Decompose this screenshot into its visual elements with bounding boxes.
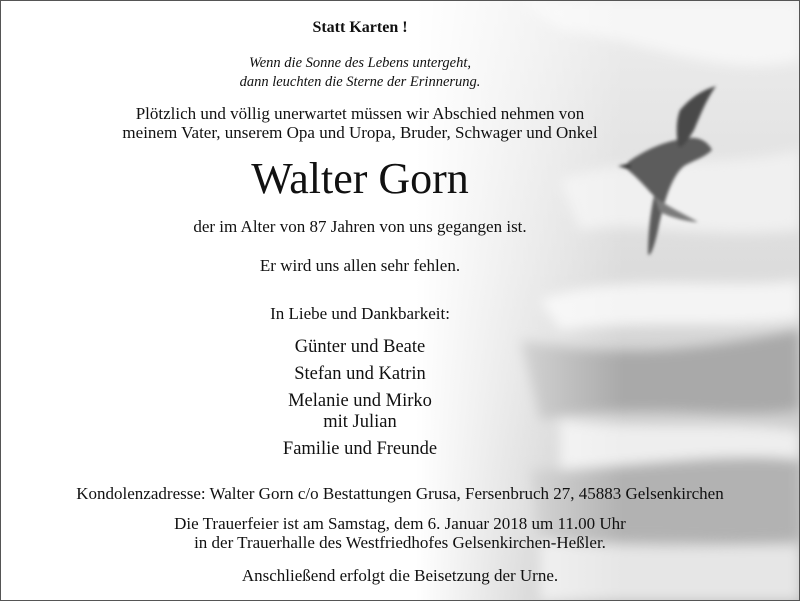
ceremony-line-1: Die Trauerfeier ist am Samstag, dem 6. Januar 2018 um 11.00 Uhr bbox=[174, 514, 626, 533]
signature-intro: In Liebe und Dankbarkeit: bbox=[270, 304, 450, 323]
intro-line-2: meinem Vater, unserem Opa und Uropa, Bruder, Schwager und Onkel bbox=[122, 123, 598, 142]
heading: Statt Karten ! bbox=[312, 19, 408, 36]
missed-line: Er wird uns allen sehr fehlen. bbox=[259, 256, 461, 275]
mourner-3-addition: mit Julian bbox=[323, 412, 397, 432]
mourner-3: Melanie und Mirko bbox=[288, 391, 432, 411]
mourner-1: Günter und Beate bbox=[294, 337, 426, 357]
age-line: der im Alter von 87 Jahren von uns gegangen ist. bbox=[193, 217, 527, 236]
mourner-2: Stefan und Katrin bbox=[294, 364, 426, 384]
motto-line-2: dann leuchten die Sterne der Erinnerung. bbox=[239, 74, 481, 90]
deceased-name: Walter Gorn bbox=[251, 154, 469, 203]
ceremony-line-2: in der Trauerhalle des Westfriedhofes Gelsenkirchen-Heßler. bbox=[194, 533, 606, 552]
condolence-address: Kondolenzadresse: Walter Gorn c/o Bestattungen Grusa, Fersenbruch 27, 45883 Gelsenkirchen bbox=[76, 484, 724, 503]
intro-line-1: Plötzlich und völlig unerwartet müssen wir Abschied nehmen von bbox=[135, 104, 585, 123]
mourner-4: Familie und Freunde bbox=[282, 439, 438, 459]
motto-line-1: Wenn die Sonne des Lebens untergeht, bbox=[248, 55, 472, 71]
burial-line: Anschließend erfolgt die Beisetzung der Urne. bbox=[241, 566, 559, 585]
